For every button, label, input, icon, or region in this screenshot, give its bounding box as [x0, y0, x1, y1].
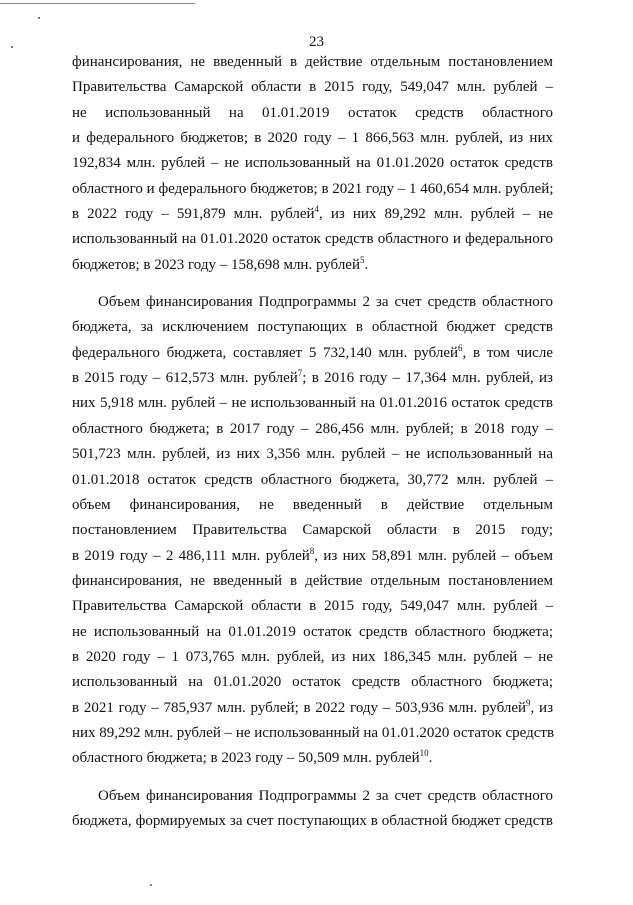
footnote-reference: 8 — [309, 545, 315, 556]
text-run: , из — [530, 699, 553, 716]
footnote-reference: 5 — [360, 254, 365, 265]
text-line — [72, 493, 553, 518]
text-run: . — [364, 256, 369, 273]
text-line — [72, 177, 553, 202]
footnote-reference: 9 — [526, 697, 531, 708]
text-line — [72, 670, 553, 695]
text-line — [72, 227, 553, 252]
text-line — [72, 366, 553, 391]
text-run: областного и федерального бюджетов; в 2021 году – 1 460,654 млн. рублей; — [72, 180, 554, 197]
text-line — [72, 341, 553, 366]
text-run: них 5,918 млн. рублей – не использованный на 01.01.2016 остаток средств — [72, 395, 553, 412]
text-run: Объем финансирования Подпрограммы 2 за счет средств областного — [98, 787, 553, 804]
text-line — [72, 391, 553, 416]
text-run: в 2021 году – 785,937 млн. рублей; в 2022 году – 503,936 млн. рублей — [72, 699, 527, 716]
text-line — [72, 50, 553, 75]
text-run: использованный на 01.01.2020 остаток средств областного и федерального — [72, 231, 553, 248]
text-line — [72, 126, 553, 151]
scan-speck — [38, 17, 40, 19]
text-line — [72, 518, 553, 543]
text-line — [72, 202, 553, 227]
text-line — [72, 594, 553, 619]
text-run: объем финансирования, не введенный в действие отдельным — [72, 496, 553, 513]
text-run: в 2015 году – 612,573 млн. рублей — [72, 370, 298, 387]
scan-speck — [150, 884, 152, 886]
footnote-reference: 10 — [419, 748, 429, 759]
paragraph — [72, 50, 553, 278]
footnote-reference: 4 — [314, 204, 320, 215]
text-run: бюджета, формируемых за счет поступающих в областной бюджет средств — [72, 812, 553, 829]
text-run: , в том числе — [462, 344, 553, 361]
text-line — [72, 151, 553, 176]
text-run: Объем финансирования Подпрограммы 2 за счет средств областного — [98, 294, 553, 311]
text-run: Правительства Самарской области в 2015 году, 549,047 млн. рублей – — [72, 598, 553, 615]
text-run: финансирования, не введенный в действие отдельным постановлением — [72, 54, 553, 70]
text-run: . — [428, 750, 433, 767]
text-line — [72, 417, 553, 442]
paragraph — [72, 784, 553, 835]
text-line — [72, 809, 553, 834]
text-run: 01.01.2018 остаток средств областного бюджета, 30,772 млн. рублей – — [72, 471, 553, 488]
text-run: областного бюджета; в 2023 году – 50,509 млн. рублей — [72, 750, 420, 767]
text-line — [72, 290, 553, 315]
paragraph-gap — [72, 278, 553, 290]
text-line — [72, 544, 553, 569]
footnote-reference: 6 — [458, 342, 463, 353]
text-line — [72, 721, 553, 746]
text-line — [72, 101, 553, 126]
text-line — [72, 645, 553, 670]
text-line — [72, 569, 553, 594]
text-line — [72, 746, 553, 771]
document-body — [72, 50, 553, 834]
text-run: использованный на 01.01.2020 остаток средств областного бюджета; — [72, 674, 553, 691]
text-run: Правительства Самарской области в 2015 году, 549,047 млн. рублей – — [72, 79, 553, 96]
text-run: не использованный на 01.01.2019 остаток средств областного — [72, 104, 553, 121]
text-run: в 2020 году – 1 073,765 млн. рублей, из них 186,345 млн. рублей – не — [72, 648, 553, 665]
text-run: в 2019 году – 2 486,111 млн. рублей — [72, 547, 310, 564]
text-run: , из них 58,891 млн. рублей – объем — [314, 547, 553, 564]
text-run: 192,834 млн. рублей – не использованный на 01.01.2020 остаток средств — [72, 155, 553, 172]
text-run: бюджетов; в 2023 году – 158,698 млн. рублей — [72, 256, 360, 273]
text-run: федерального бюджета, составляет 5 732,140 млн. рублей — [72, 344, 459, 361]
text-line — [72, 620, 553, 645]
text-run: ; в 2016 году – 17,364 млн. рублей, из — [302, 370, 553, 387]
text-run: и федерального бюджетов; в 2020 году – 1 866,563 млн. рублей, из них — [72, 130, 553, 147]
text-line — [72, 442, 553, 467]
text-run: не использованный на 01.01.2019 остаток средств областного бюджета; — [72, 623, 553, 640]
text-line — [72, 315, 553, 340]
text-run: них 89,292 млн. рублей – не использованный на 01.01.2020 остаток средств — [72, 724, 555, 741]
footnote-reference: 7 — [297, 368, 303, 379]
text-run: бюджета, за исключением поступающих в областной бюджет средств — [72, 319, 553, 336]
text-run: в 2022 году – 591,879 млн. рублей — [72, 206, 315, 223]
text-run: финансирования, не введенный в действие отдельным постановлением — [72, 572, 553, 589]
paragraph — [72, 290, 553, 772]
text-run: областного бюджета; в 2017 году – 286,456 млн. рублей; в 2018 году – — [72, 420, 553, 437]
text-line — [72, 696, 553, 721]
scan-top-rule — [0, 3, 195, 4]
page-number: 23 — [309, 34, 324, 50]
text-line — [72, 468, 553, 493]
text-line — [72, 784, 553, 809]
text-run: , из них 89,292 млн. рублей – не — [319, 206, 553, 223]
paragraph-gap — [72, 772, 553, 784]
text-run: 501,723 млн. рублей, из них 3,356 млн. рублей – не использованный на — [72, 446, 553, 463]
text-line — [72, 75, 553, 100]
text-run: постановлением Правительства Самарской области в 2015 году; — [72, 522, 553, 539]
text-line — [72, 253, 553, 278]
